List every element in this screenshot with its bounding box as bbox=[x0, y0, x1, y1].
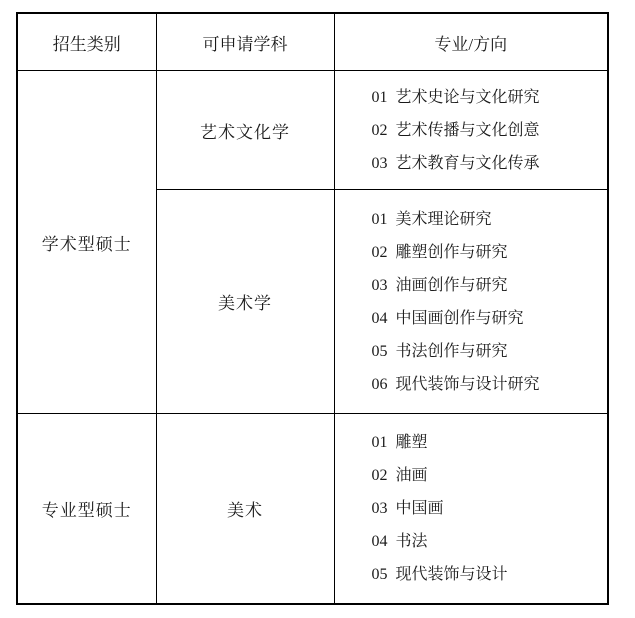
header-row bbox=[17, 13, 608, 71]
major-name: 雕塑创作与研究 bbox=[395, 243, 508, 261]
major-item bbox=[372, 368, 608, 401]
major-item bbox=[372, 147, 608, 180]
major-name: 艺术教育与文化传承 bbox=[395, 154, 540, 172]
major-name: 现代装饰与设计 bbox=[395, 566, 508, 583]
table-row bbox=[17, 71, 608, 190]
major-name: 油画 bbox=[395, 467, 428, 484]
major-item bbox=[372, 302, 608, 335]
cell-category-professional-masters: 专业型硕士 bbox=[17, 414, 156, 605]
major-item bbox=[372, 426, 608, 459]
major-name: 艺术史论与文化研究 bbox=[395, 88, 540, 106]
cell-discipline-art-culture-studies: 艺术文化学 bbox=[156, 71, 334, 190]
major-name: 艺术传播与文化创意 bbox=[395, 121, 540, 139]
header-applicable-discipline: 可申请学科 bbox=[156, 13, 334, 71]
majors-list bbox=[335, 190, 608, 413]
major-item bbox=[372, 81, 608, 114]
major-item bbox=[372, 335, 608, 368]
major-code: 03 bbox=[371, 154, 388, 172]
major-code: 05 bbox=[371, 342, 388, 360]
major-code: 04 bbox=[371, 309, 388, 327]
major-code: 01 bbox=[371, 88, 388, 106]
major-name: 现代装饰与设计研究 bbox=[395, 375, 540, 393]
major-code: 04 bbox=[371, 533, 388, 550]
major-name: 雕塑 bbox=[395, 434, 428, 451]
cell-discipline-fine-arts: 美术 bbox=[156, 414, 334, 605]
major-name: 美术理论研究 bbox=[395, 210, 492, 228]
cell-discipline-fine-arts-studies: 美术学 bbox=[156, 190, 334, 414]
major-name: 书法创作与研究 bbox=[395, 342, 508, 360]
admissions-table bbox=[16, 12, 609, 605]
major-item bbox=[372, 558, 608, 591]
majors-list bbox=[335, 414, 608, 603]
major-name: 油画创作与研究 bbox=[395, 276, 508, 294]
major-code: 01 bbox=[371, 210, 388, 228]
major-item bbox=[372, 114, 608, 147]
table-row bbox=[17, 414, 608, 605]
cell-majors-fine-arts bbox=[334, 414, 608, 605]
major-code: 01 bbox=[371, 434, 388, 451]
major-item bbox=[372, 236, 608, 269]
major-name: 中国画 bbox=[395, 500, 444, 517]
major-code: 03 bbox=[371, 276, 388, 294]
major-item bbox=[372, 525, 608, 558]
major-code: 02 bbox=[371, 467, 388, 484]
major-code: 03 bbox=[371, 500, 388, 517]
major-code: 06 bbox=[371, 375, 388, 393]
major-item bbox=[372, 269, 608, 302]
major-code: 05 bbox=[371, 566, 388, 583]
cell-majors-art-culture-studies bbox=[334, 71, 608, 190]
major-name: 书法 bbox=[395, 533, 428, 550]
major-item bbox=[372, 203, 608, 236]
header-enrollment-category: 招生类别 bbox=[17, 13, 156, 71]
cell-majors-fine-arts-studies bbox=[334, 190, 608, 414]
cell-category-academic-masters: 学术型硕士 bbox=[17, 71, 156, 414]
major-item bbox=[372, 459, 608, 492]
major-name: 中国画创作与研究 bbox=[395, 309, 524, 327]
majors-list bbox=[335, 71, 608, 189]
header-major-direction: 专业/方向 bbox=[334, 13, 608, 71]
major-item bbox=[372, 492, 608, 525]
major-code: 02 bbox=[371, 243, 388, 261]
major-code: 02 bbox=[371, 121, 388, 139]
